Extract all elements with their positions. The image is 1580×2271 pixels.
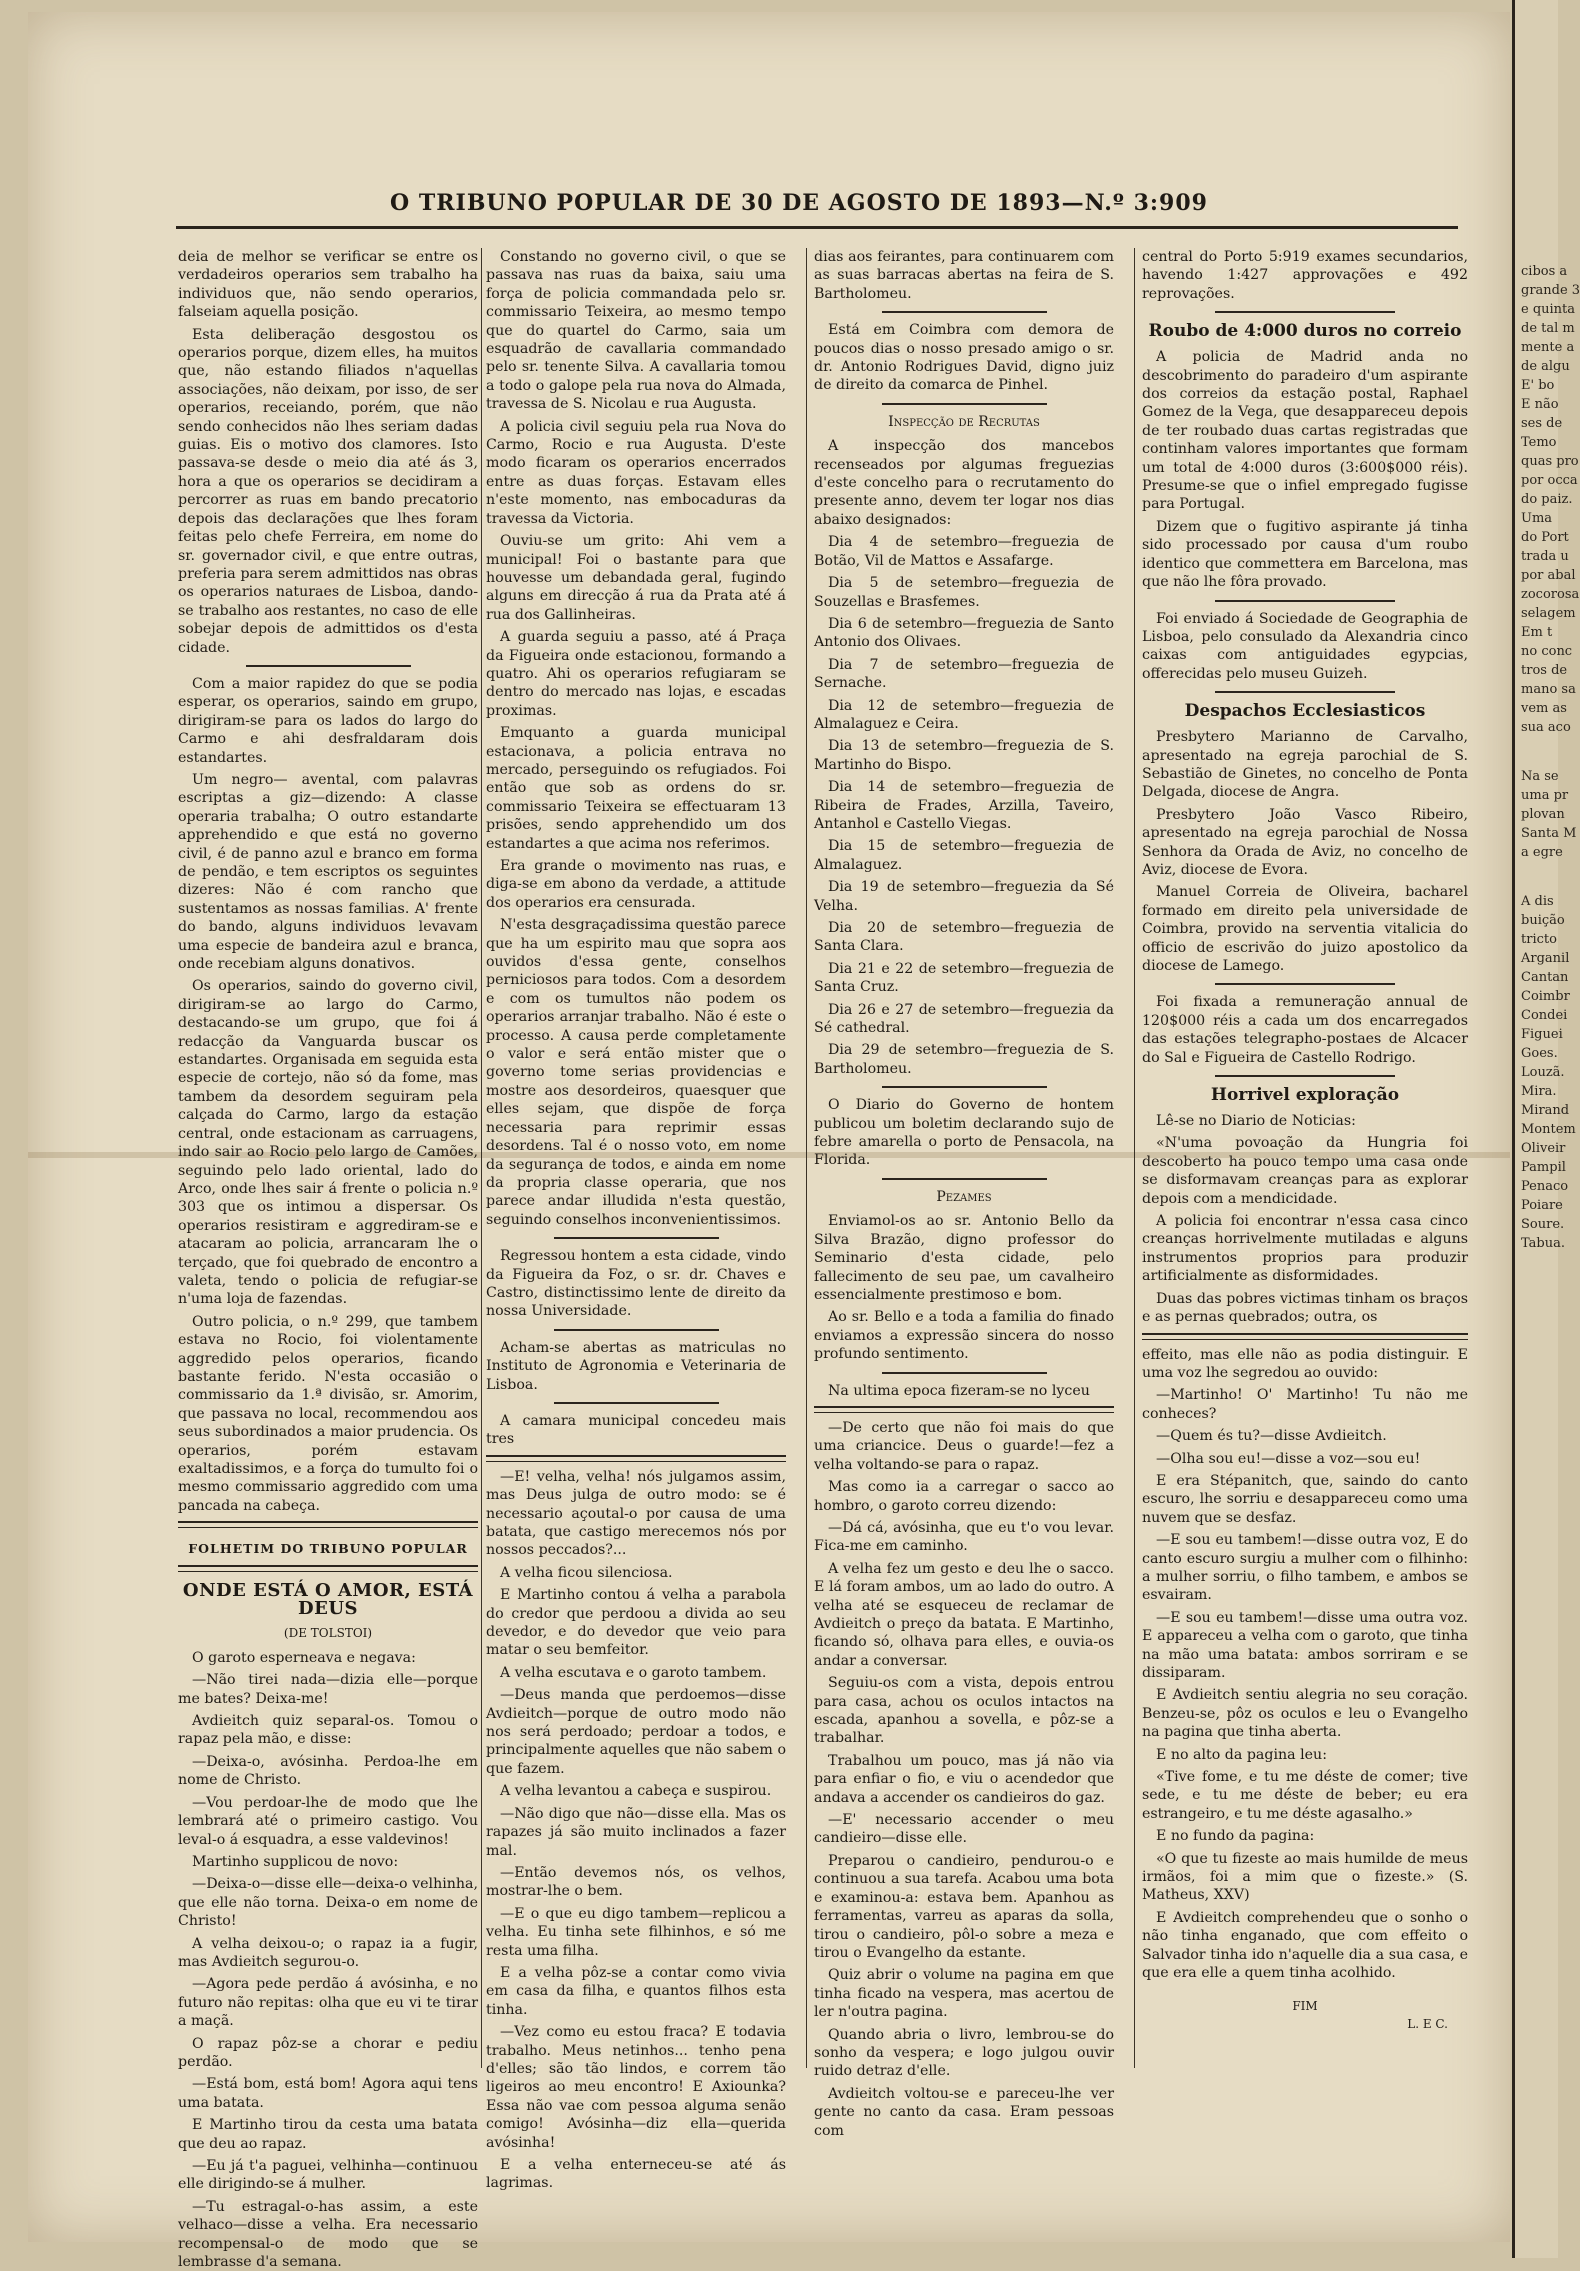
adjacent-page-fragment: Oliveir [1521, 1141, 1566, 1156]
paragraph: A guarda seguiu a passo, até á Praça da Figueira onde estacionou, formando a quatro. Ahi os operarios refugiaram se dentro do mercado nas lojas, e escadas proximas. [486, 629, 786, 719]
story-paragraph: —Não digo que não—disse ella. Mas os rapazes já são muito inclinados a fazer mal. [486, 1805, 786, 1859]
translator-signature: L. E C. [1407, 2016, 1448, 2031]
column-rule [806, 248, 807, 2068]
list-item: Dia 6 de setembro—freguezia de Santo Antonio dos Olivaes. [814, 615, 1114, 651]
adjacent-page-fragment: mente a [1521, 340, 1575, 355]
paragraph: N'esta desgraçadissima questão parece que ha um espirito mau que sopra aos ouvidos d'essa gente, conselhos perniciosos para todos. Com a desordem e com os tumultos não podem os operarios arranjar trabalho. Não é este o processo. A causa perde completamente o valor e será então mister que o governo tome serias providencias e mostre aos desordeiros, quaesquer que elles sejam, que dispõe de força necessaria para reprimir essas desordens. Tal é o nosso voto, em nome da segurança de todos, e ainda em nome da propria classe operaria, que nos parece andar illudida n'esta questão, seguindo conselhos inconvenientissimos. [486, 917, 786, 1228]
paragraph: Foi fixada a remuneração annual de 120$000 réis a cada um dos encarregados das estações telegrapho-postaes de Alcacer do Sal e Figueira de Castello Rodrigo. [1142, 994, 1468, 1066]
adjacent-page-fragment: ses de [1521, 416, 1563, 431]
adjacent-page-fragment: E não [1521, 397, 1559, 412]
adjacent-page-fragment: tricto [1521, 932, 1557, 947]
separator [882, 403, 1047, 405]
story-paragraph: Trabalhou um pouco, mas já não via para enfiar o fio, e viu o acendedor que andava a accender os candieiros do gaz. [814, 1752, 1114, 1806]
paragraph: Presbytero Marianno de Carvalho, apresentado na egreja parochial de S. Sebastião de Ginetes, no concelho de Ponta Delgada, diocese de Angra. [1142, 729, 1468, 801]
paragraph: A camara municipal concedeu mais tres [486, 1412, 786, 1448]
story-paragraph: —E sou eu tambem!—disse uma outra voz. E appareceu a velha com o garoto, que tinha na mão uma batata: ambos sorriram e se dissiparam. [1142, 1609, 1468, 1681]
story-paragraph: —Vez como eu estou fraca? E todavia trabalho. Meus netinhos... tenho pena d'elles; são tão lindos, e correm tão ligeiros ao meu encontro! E Axiounka? Essa não vae com pessoa alguma senão comigo! Avósinha—diz ella—querida avósinha! [486, 2024, 786, 2151]
story-paragraph: A velha fez um gesto e deu lhe o sacco. E lá foram ambos, um ao lado do outro. A velha até se esqueceu de reclamar de Avdieitch o preço da batata. E Martinho, ficando só, olhava para elles, e ouvia-os andar a conversar. [814, 1560, 1114, 1669]
adjacent-page-fragment: Temo [1521, 435, 1557, 450]
story-paragraph: —E o que eu digo tambem—replicou a velha. Eu tinha sete filhinhos, e só me resta uma filha. [486, 1905, 786, 1959]
list-item: Dia 21 e 22 de setembro—freguezia de Santa Cruz. [814, 960, 1114, 996]
paragraph: A policia foi encontrar n'essa casa cinco creanças horrivelmente mutiladas e alguns instrumentos proprios para produzir artificialmente as disformidades. [1142, 1213, 1468, 1285]
adjacent-page-fragment: Condei [1521, 1008, 1568, 1023]
separator [882, 1372, 1047, 1374]
list-item: Dia 19 de setembro—freguezia da Sé Velha. [814, 879, 1114, 914]
story-paragraph: Preparou o candieiro, pendurou-o e continuou a sua tarefa. Acabou uma bota e examinou-a: estava bem. Apanhou as ferramentas, varreu as aparas da solla, tirou o candieiro, pôl-o sobre a meza e tirou o Evangelho da estante. [814, 1852, 1114, 1961]
adjacent-page-fragment: Poiare [1521, 1198, 1563, 1213]
adjacent-page-fragment: Santa M [1521, 826, 1577, 841]
double-rule [814, 1406, 1114, 1413]
adjacent-page-fragment: Coimbr [1521, 989, 1570, 1004]
adjacent-page-fragment: E' bo [1521, 378, 1555, 393]
paragraph: Está em Coimbra com demora de poucos dias o nosso presado amigo o sr. dr. Antonio Rodrigues David, digno juiz de direito da comarca de Pinhel. [814, 322, 1114, 394]
section-heading: Roubo de 4:000 duros no correio [1148, 321, 1462, 342]
double-rule [486, 1455, 786, 1462]
separator [1215, 311, 1394, 313]
adjacent-page-fragment: Na se [1521, 769, 1559, 784]
adjacent-page-fragment: do Port [1521, 530, 1569, 545]
story-paragraph: —Deixa-o, avósinha. Perdoa-lhe em nome de Christo. [178, 1753, 478, 1789]
double-rule [178, 1521, 478, 1528]
story-title: ONDE ESTÁ O AMOR, ESTÁ DEUS [182, 1579, 474, 1620]
story-paragraph: A velha deixou-o; o rapaz ia a fugir, mas Avdieitch segurou-o. [178, 1935, 478, 1970]
story-end-mark: FIM [1292, 1998, 1318, 2013]
adjacent-page-fragment: grande 3 [1521, 283, 1580, 298]
list-item: Dia 4 de setembro—freguezia de Botão, Vil de Mattos e Assafarge. [814, 534, 1114, 569]
adjacent-page-fragment: Soure. [1521, 1217, 1565, 1232]
adjacent-page-fragment: selagem [1521, 606, 1576, 621]
adjacent-page-fragment: e quinta [1521, 302, 1576, 317]
paragraph: Ouviu-se um grito: Ahi vem a municipal! Foi o bastante para que houvesse um debandada geral, fugindo alguns em direcção á rua da Prata até á rua dos Gallinheiras. [486, 533, 786, 623]
story-paragraph: effeito, mas elle não as podia distinguir. E uma voz lhe segredou ao ouvido: [1142, 1346, 1468, 1381]
adjacent-page-fragment: Figuei [1521, 1027, 1563, 1042]
story-paragraph: Quiz abrir o volume na pagina em que tinha ficado na vespera, mas acertou de ler n'outra pagina. [814, 1967, 1114, 2021]
story-paragraph: —E! velha, velha! nós julgamos assim, mas Deus julga de outro modo: se é necessario açoutal-o por causa de uma batata, que castigo merecemos nós por nossos peccados?... [486, 1468, 786, 1559]
list-item: Dia 14 de setembro—freguezia de Ribeira de Frades, Arzilla, Taveiro, Antanhol e Castello Viegas. [814, 779, 1114, 832]
list-item: Dia 7 de setembro—freguezia de Sernache. [814, 656, 1114, 692]
paragraph: A policia de Madrid anda no descobrimento do paradeiro d'um aspirante dos correios da estação postal, Raphael Gomez de la Vega, que desappareceu depois de ter roubado duas cartas registradas que continham valores importantes que formam um total de 4:000 duros (3:600$000 réis). Presume-se que o infiel empregado fugisse para Portugal. [1142, 349, 1468, 513]
story-paragraph: O garoto esperneava e negava: [192, 1649, 416, 1666]
story-paragraph: —Quem és tu?—disse Avdieitch. [1156, 1428, 1387, 1445]
story-paragraph: A velha ficou silenciosa. [500, 1564, 673, 1581]
paragraph: Emquanto a guarda municipal estacionava, a policia entrava no mercado, perseguindo os refugiados. Foi então que sob as ordens do sr. commissario Teixeira se effectuaram 13 prisões, sendo apprehendido um dos estandartes a que acima nos referimos. [486, 725, 786, 852]
running-head: O TRIBUNO POPULAR DE 30 DE AGOSTO DE 1893—N.º 3:909 [390, 190, 1208, 216]
story-paragraph: E Avdieitch comprehendeu que o sonho o não tinha enganado, que com effeito o Salvador tinha ido n'aquelle dia a sua casa, e que era elle a quem tinha acolhido. [1142, 1909, 1468, 1982]
story-paragraph: E a velha enterneceu-se até ás lagrimas. [486, 2157, 786, 2192]
separator [554, 1237, 719, 1239]
story-paragraph: —Agora pede perdão á avósinha, e no futuro não repitas: olha que eu vi te tirar a maçã. [178, 1976, 478, 2030]
story-paragraph: —De certo que não foi mais do que uma criancice. Deus o guarde!—fez a velha voltando-se para o rapaz. [814, 1419, 1114, 1473]
adjacent-page-fragment: sua aco [1521, 720, 1571, 735]
adjacent-page-fragment: a egre [1521, 845, 1563, 860]
newspaper-page [28, 12, 1510, 2271]
adjacent-page-fragment: Mirand [1521, 1103, 1570, 1118]
story-paragraph: —Martinho! O' Martinho! Tu não me conheces? [1142, 1387, 1468, 1422]
story-paragraph: E a velha pôz-se a contar como vivia em casa da filha, e quantos filhos esta tinha. [486, 1964, 786, 2018]
paragraph: O Diario do Governo de hontem publicou um boletim declarando sujo de febre amarella o porto de Pensacola, na Florida. [814, 1097, 1114, 1169]
section-heading: Horrivel exploração [1210, 1085, 1400, 1106]
paragraph: Com a maior rapidez do que se podia esperar, os operarios, saindo em grupo, dirigiram-se para os lados do largo do Carmo e ahi desfraldaram dois estandartes. [178, 675, 478, 766]
adjacent-page-fragment: tros de [1521, 663, 1568, 678]
list-item: Dia 26 e 27 de setembro—freguezia da Sé cathedral. [814, 1001, 1114, 1037]
story-paragraph: Seguiu-os com a vista, depois entrou para casa, achou os oculos intactos na escada, apanhou a sovella, e pôz-se a trabalhar. [814, 1675, 1114, 1747]
list-item: Dia 15 de setembro—freguezia de Almalaguez. [814, 838, 1114, 873]
separator [246, 665, 411, 667]
adjacent-page-fragment: mano sa [1521, 682, 1576, 697]
paragraph: Lê-se no Diario de Noticias: [1156, 1113, 1356, 1130]
story-author: (DE TOLSTOI) [283, 1626, 373, 1641]
paragraph: Duas das pobres victimas tinham os braços e as pernas quebrados; outra, os [1142, 1290, 1468, 1326]
story-paragraph: A velha levantou a cabeça e suspirou. [500, 1783, 772, 1800]
adjacent-page-fragment: de tal m [1521, 321, 1575, 336]
story-paragraph: Avdieitch voltou-se e pareceu-lhe ver gente no canto da casa. Eram pessoas com [814, 2085, 1114, 2139]
double-rule [178, 1565, 478, 1572]
paragraph: Dizem que o fugitivo aspirante já tinha sido processado por causa d'um roubo identico que commettera em Barcelona, mas que não lhe fôra provado. [1142, 518, 1468, 591]
adjacent-page-fragment: uma pr [1521, 788, 1569, 803]
list-item: Dia 29 de setembro—freguezia de S. Bartholomeu. [814, 1042, 1114, 1077]
section-heading: Despachos Ecclesiasticos [1184, 701, 1426, 722]
paragraph: Enviamol-os ao sr. Antonio Bello da Silva Brazão, digno professor do Seminario d'esta cidade, pelo fallecimento de seu pae, um cavalheiro essencialmente prestimoso e bom. [814, 1213, 1114, 1303]
adjacent-page-edge [1512, 0, 1580, 2258]
adjacent-page-fragment: Louzã. [1521, 1065, 1565, 1080]
story-paragraph: —Está bom, está bom! Agora aqui tens uma batata. [178, 2076, 478, 2111]
paragraph: Esta deliberação desgostou os operarios porque, dizem elles, ha muitos que, não estando filiados n'aquellas associações, não deixam, por isso, de ser operarios, receiando, porém, que não sendo conhecidos não lhes seriam dadas guias. Eis o motivo dos clamores. Isto passava-se desde o meio dia até ás 3, hora a que os operarios se decidiram a percorrer as ruas em bando precatorio depois das declarações que lhes foram feitas pelo chefe Ferreira, em nome do sr. governador civil, e que entre outras, preferia para serem admittidos nas obras os operarios naturaes de Lisboa, dando-se trabalho aos restantes, no caso de elle sobejar depois de admittidos os d'esta cidade. [178, 326, 478, 656]
story-paragraph: E Martinho tirou da cesta uma batata que deu ao rapaz. [178, 2117, 478, 2152]
adjacent-page-fragment: Em t [1521, 625, 1553, 640]
story-paragraph: —Então devemos nós, os velhos, mostrar-lhe o bem. [486, 1864, 786, 1900]
story-paragraph: Quando abria o livro, lembrou-se do sonho da vespera; e logo julgou ouvir ruido detraz d'elle. [814, 2026, 1114, 2080]
adjacent-page-fragment: cibos a [1521, 264, 1568, 279]
paragraph: Outro policia, o n.º 299, que tambem estava no Rocio, foi violentamente aggredido pelos operarios, ficando bastante ferido. N'esta occasião o commissario da 1.ª divisão, sr. Amorim, que passava no local, recommendou aos seus subordinados a maior prudencia. Os operarios, porém estavam exaltadissimos, e a força do tumulto foi o mesmo commissario aggredido com uma pancada na cabeça. [178, 1313, 478, 1514]
story-paragraph: —E sou eu tambem!—disse outra voz, E do canto escuro surgiu a mulher com o filhinho: a mulher sorriu, o filho tambem, e ambos se esvairam. [1142, 1532, 1468, 1604]
adjacent-page-fragment: Uma [1521, 511, 1553, 526]
adjacent-page-fragment: buição [1521, 913, 1565, 928]
column-4 [1142, 248, 1468, 2078]
separator [882, 1086, 1047, 1088]
separator [1215, 983, 1394, 985]
adjacent-page-fragment: quas pro [1521, 454, 1579, 469]
story-paragraph: A velha escutava e o garoto tambem. [500, 1664, 767, 1681]
story-paragraph: E no alto da pagina leu: [1156, 1746, 1327, 1763]
column-rule [1134, 248, 1135, 2068]
story-paragraph: —Eu já t'a paguei, velhinha—continuou elle dirigindo-se á mulher. [178, 2158, 478, 2193]
adjacent-page-fragment: Penaco [1521, 1179, 1569, 1194]
paragraph: Acham-se abertas as matriculas no Instituto de Agronomia e Veterinaria de Lisboa. [486, 1339, 786, 1393]
separator [554, 1329, 719, 1331]
paragraph: central do Porto 5:919 exames secundarios, havendo 1:427 approvações e 492 reprovações. [1142, 249, 1468, 302]
list-item: Dia 20 de setembro—freguezia de Santa Clara. [814, 920, 1114, 955]
folhetim-heading: FOLHETIM DO TRIBUNO POPULAR [188, 1541, 468, 1557]
story-paragraph: «Tive fome, e tu me déste de comer; tive sede, e tu me déste de beber; eu era estrangeiro, e tu me déste agasalho.» [1142, 1769, 1468, 1822]
separator [554, 1402, 719, 1404]
paragraph: Na ultima epoca fizeram-se no lyceu [828, 1382, 1090, 1399]
paragraph: Ao sr. Bello e a toda a familia do finado enviamos a expressão sincera do nosso profundo sentimento. [814, 1309, 1114, 1363]
adjacent-page-fragment: Pampil [1521, 1160, 1566, 1175]
paragraph: dias aos feirantes, para continuarem com as suas barracas abertas na feira de S. Bartholomeu. [814, 249, 1114, 302]
story-paragraph: —E' necessario accender o meu candieiro—disse elle. [814, 1812, 1114, 1847]
adjacent-page-fragment: Tabua. [1521, 1236, 1565, 1251]
story-paragraph: —Vou perdoar-lhe de modo que lhe lembrará até o primeiro castigo. Vou leval-o á esquadra, a esse valdevinos! [178, 1794, 478, 1848]
paragraph: Era grande o movimento nas ruas, e diga-se em abono da verdade, a attitude dos operarios era censurada. [486, 858, 786, 911]
paragraph: Foi enviado á Sociedade de Geographia de Lisboa, pelo consulado da Alexandria cinco caixas com antiguidades egypcias, offerecidas pelo museu Guizeh. [1142, 610, 1468, 682]
adjacent-page-fragment: por occa [1521, 473, 1578, 488]
adjacent-page-fragment: plovan [1521, 807, 1565, 822]
story-paragraph: —Não tirei nada—dizia elle—porque me bates? Deixa-me! [178, 1672, 478, 1707]
list-item: Dia 13 de setembro—freguezia de S. Martinho do Bispo. [814, 738, 1114, 773]
paragraph: A policia civil seguiu pela rua Nova do Carmo, Rocio e rua Augusta. D'este modo ficaram os operarios encerrados entre as duas forças. Estavam elles n'este momento, nas embocaduras da travessa da Victoria. [486, 418, 786, 527]
column-1 [178, 248, 478, 2271]
section-heading: Pezames [936, 1188, 992, 1205]
list-item: Dia 5 de setembro—freguezia de Souzellas e Brasfemes. [814, 575, 1114, 610]
adjacent-page-fragment: Mira. [1521, 1084, 1557, 1099]
section-heading: Inspecção de Recrutas [888, 413, 1040, 430]
paragraph: Um negro— avental, com palavras escriptas a giz—dizendo: A classe operaria trabalha; O outro estandarte apprehendido e que está no governo civil, é de panno azul e branco em forma de pendão, e tem escriptos os seguintes dizeres: Não é com rancho que sustentamos as nossas familias. A' frente do bando, alguns individuos levavam uma especie de bandeira azul e branca, onde recebiam alguns donativos. [178, 771, 478, 973]
separator [1215, 1075, 1394, 1077]
story-paragraph: E Avdieitch sentiu alegria no seu coração. Benzeu-se, pôz os oculos e leu o Evangelho na pagina que tinha aberta. [1142, 1687, 1468, 1741]
column-2 [486, 248, 786, 2192]
story-paragraph: Mas como ia a carregar o sacco ao hombro, o garoto correu dizendo: [814, 1479, 1114, 1514]
paragraph: Regressou hontem a esta cidade, vindo da Figueira da Foz, o sr. dr. Chaves e Castro, distinctissimo lente de direito da nossa Universidade. [486, 1248, 786, 1320]
adjacent-page-fragment: Montem [1521, 1122, 1576, 1137]
separator [1215, 600, 1394, 602]
paragraph: Manuel Correia de Oliveira, bacharel formado em direito pela universidade de Coimbra, provido na serventia vitalicia do officio de escrivão do juizo apostolico da diocese de Lamego. [1142, 884, 1468, 974]
double-rule [1142, 1333, 1468, 1340]
column-rule [481, 248, 482, 2068]
adjacent-page-fragment: A dis [1521, 894, 1554, 909]
adjacent-page-fragment: trada u [1521, 549, 1569, 564]
adjacent-page-fragment: vem as [1521, 701, 1567, 716]
separator [882, 311, 1047, 313]
column-3 [814, 248, 1114, 2139]
paragraph: «N'uma povoação da Hungria foi descoberto ha pouco tempo uma casa onde se disformavam creanças para as explorar depois com a mendicidade. [1142, 1135, 1468, 1207]
paragraph: A inspecção dos mancebos recenseados por algumas freguezias d'este concelho para o recrutamento do presente anno, devem ter logar nos dias abaixo designados: [814, 438, 1114, 528]
story-paragraph: —Dá cá, avósinha, que eu t'o vou levar. Fica-me em caminho. [814, 1519, 1114, 1555]
story-paragraph: E era Stépanitch, que, saindo do canto escuro, lhe sorriu e desappareceu como uma nuvem que se desfaz. [1142, 1472, 1468, 1526]
story-paragraph: —Deus manda que perdoemos—disse Avdieitch—porque de outro modo não nos será perdoado; perdoar a todos, e principalmente aquelles que não sabem o que fazem. [486, 1687, 786, 1777]
story-paragraph: O rapaz pôz-se a chorar e pediu perdão. [178, 2035, 478, 2070]
adjacent-page-fragment: de algu [1521, 359, 1570, 374]
paragraph: Presbytero João Vasco Ribeiro, apresentado na egreja parochial de Nossa Senhora da Orada de Aviz, no concelho de Aviz, diocese de Evora. [1142, 806, 1468, 878]
story-paragraph: —Tu estragal-o-has assim, a este velhaco—disse a velha. Era necessario recompensal-o de modo que se lembrasse d'a semana. [178, 2198, 478, 2271]
story-paragraph: «O que tu fizeste ao mais humilde de meus irmãos, foi a mim que o fizeste.» (S. Matheus, XXV) [1142, 1850, 1468, 1904]
adjacent-page-fragment: Cantan [1521, 970, 1569, 985]
list-item: Dia 12 de setembro—freguezia de Almalaguez e Ceira. [814, 697, 1114, 732]
story-paragraph: E Martinho contou á velha a parabola do credor que perdoou a divida ao seu devedor, e do devedor que veio para matar o seu bemfeitor. [486, 1587, 786, 1659]
story-paragraph: Martinho supplicou de novo: [192, 1853, 399, 1870]
adjacent-page-fragment: por abal [1521, 568, 1576, 583]
paragraph: deia de melhor se verificar se entre os verdadeiros operarios sem trabalho ha individuos que, não sendo operarios, falseiam aquella posição. [178, 249, 478, 321]
paragraph: Constando no governo civil, o que se passava nas ruas da baixa, saiu uma força de policia commandada pelo sr. commissario Teixeira, ao mesmo tempo que do quartel do Carmo, saia um esquadrão de cavallaria commandado pelo sr. tenente Silva. A cavallaria tomou a todo o galope pela rua nova do Almada, travessa de S. Nicolau e rua Augusta. [486, 249, 786, 413]
adjacent-page-fragment: Goes. [1521, 1046, 1558, 1061]
header-rule [176, 226, 1458, 229]
adjacent-page-fragment: do paiz. [1521, 492, 1573, 507]
story-paragraph: Avdieitch quiz separal-os. Tomou o rapaz pela mão, e disse: [178, 1713, 478, 1748]
adjacent-page-fragment: Arganil [1521, 951, 1570, 966]
paragraph: Os operarios, saindo do governo civil, dirigiram-se ao largo do Carmo, destacando-se um grupo, que foi á redacção da Vanguarda buscar os estandartes. Organisada em seguida esta especie de cortejo, não só da fome, mas tambem da desordem seguiram pela calçada do Carmo, largo da estação central, onde estacionam as carruagens, indo sair ao Rocio pelo largo de Camões, seguindo pelo lado oriental, lado do Arco, onde lhes sair á frente o policia n.º 303 que os intimou a dispersar. Os operarios resistiram e aggrediram-se e atacaram ao policia, arrancaram lhe o terçado, que foi quebrado de encontro a valeta, tendo o policia de refugiar-se n'uma loja de fazendas. [178, 978, 478, 1308]
separator [1215, 691, 1394, 693]
adjacent-page-fragment: zocorosa [1521, 587, 1580, 602]
story-paragraph: E no fundo da pagina: [1156, 1828, 1315, 1845]
story-paragraph: —Deixa-o—disse elle—deixa-o velhinha, que elle não torna. Deixa-o em nome de Christo! [178, 1876, 478, 1930]
story-paragraph: —Olha sou eu!—disse a voz—sou eu! [1156, 1450, 1421, 1467]
adjacent-page-fragment: no conc [1521, 644, 1573, 659]
separator [882, 1178, 1047, 1180]
